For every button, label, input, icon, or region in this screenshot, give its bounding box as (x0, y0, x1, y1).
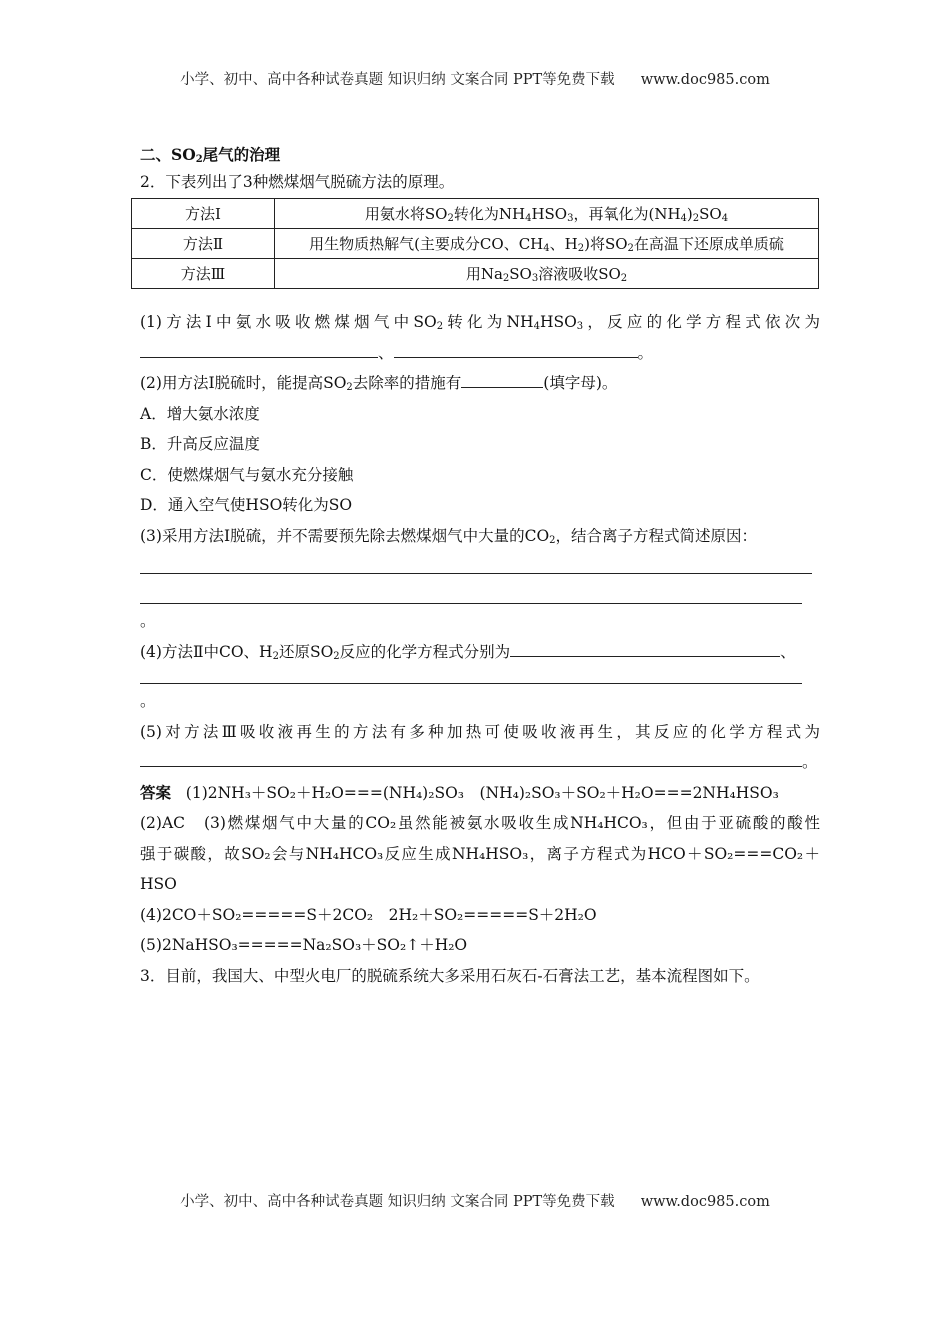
answer-blank[interactable] (510, 638, 780, 657)
question-4: (4)方法Ⅱ中CO、$H_2$还原$SO_2$反应的化学方程式分别为 、 (140, 637, 820, 668)
question-4-end: 。 (140, 692, 156, 710)
method-cell: 方法Ⅰ (132, 199, 275, 229)
question-1: (1)方法Ⅰ中氨水吸收燃煤烟气中$SO_2$转化为$NH_4HSO_3$，反应的化学方程式依次为 (140, 313, 820, 332)
question-2: (2)用方法Ⅰ脱硫时，能提高$SO_2$去除率的措施有 (填字母)。 (140, 368, 820, 399)
principle-cell: 用生物质热解气(主要成分CO、$CH_4$、$H_2$)将$SO_2$在高温下还原成单质硫 (275, 229, 819, 259)
answer-blank[interactable] (140, 748, 802, 767)
principle-cell: 用$Na_2SO_3$溶液吸收$SO_2$ (275, 259, 819, 289)
section-title: 二、$SO_2$尾气的治理 (140, 145, 281, 165)
table-row (132, 199, 819, 229)
header-url[interactable]: www.doc985.com (640, 72, 770, 88)
answer-blank[interactable] (140, 339, 378, 358)
page-footer (0, 1190, 950, 1211)
option-c: C．使燃煤烟气与氨水充分接触 (140, 465, 354, 484)
principle-cell: 用氨水将$SO_2$转化为$NH_4HSO_3$，再氧化为$(NH_4)_2SO_4$ (275, 199, 819, 229)
question-5-answer-line: 。 (140, 747, 820, 778)
answer-line-4: HSO (140, 875, 177, 893)
footer-url[interactable]: www.doc985.com (640, 1194, 770, 1210)
answer-label: 答案 (140, 782, 172, 802)
answer-blank[interactable] (461, 369, 543, 388)
question-2-intro: 2．下表列出了3种燃煤烟气脱硫方法的原理。 (140, 173, 455, 191)
page-header (0, 68, 950, 89)
answer-line-1: 答案 (1)2NH₃＋SO₂＋H₂O===(NH₄)₂SO₃ (NH₄)₂SO₃＋SO₂＋H₂O===2NH₄HSO₃ (140, 782, 779, 802)
table-row (132, 259, 819, 289)
answer-line-6: (5)2NaHSO₃=====Na₂SO₃＋SO₂↑＋H₂O (140, 936, 468, 954)
answer-line[interactable] (140, 671, 802, 684)
question-1-answer-line: 、 。 (140, 338, 820, 369)
answer-line[interactable] (140, 561, 812, 574)
document-body (140, 143, 820, 991)
question-3: (3)采用方法Ⅰ脱硫，并不需要预先除去燃煤烟气中大量的$CO_2$，结合离子方程式简述原因： (140, 526, 758, 546)
header-text: 小学、初中、高中各种试卷真题 知识归纳 文案合同 PPT等免费下载 (180, 72, 615, 88)
table-row (132, 229, 819, 259)
option-a: A．增大氨水浓度 (140, 404, 260, 423)
method-cell: 方法Ⅱ (132, 229, 275, 259)
option-b: B．升高反应温度 (140, 435, 260, 453)
question-5: (5)对方法Ⅲ吸收液再生的方法有多种加热可使吸收液再生，其反应的化学方程式为 (140, 722, 820, 741)
answer-line-2: (2)AC (3)燃煤烟气中大量的CO₂虽然能被氨水吸收生成NH₄HCO₃，但由于亚硫酸的酸性 (140, 814, 820, 832)
footer-text: 小学、初中、高中各种试卷真题 知识归纳 文案合同 PPT等免费下载 (180, 1194, 615, 1210)
answer-line-5: (4)2CO＋SO₂=====S＋2CO₂ 2H₂＋SO₂=====S＋2H₂O (140, 905, 597, 924)
methods-table (131, 198, 819, 289)
method-cell: 方法Ⅲ (132, 259, 275, 289)
question-3-intro: 3．目前，我国大、中型火电厂的脱硫系统大多采用石灰石-石膏法工艺，基本流程图如下。 (140, 966, 760, 985)
question-3-end: 。 (140, 612, 156, 630)
option-d: D．通入空气使HSO转化为SO (140, 496, 353, 514)
answer-line[interactable] (140, 591, 802, 604)
answer-blank[interactable] (394, 339, 638, 358)
answer-line-3: 强于碳酸，故SO₂会与NH₄HCO₃反应生成NH₄HSO₃，离子方程式为HCO＋SO₂===CO₂＋ (140, 844, 820, 863)
